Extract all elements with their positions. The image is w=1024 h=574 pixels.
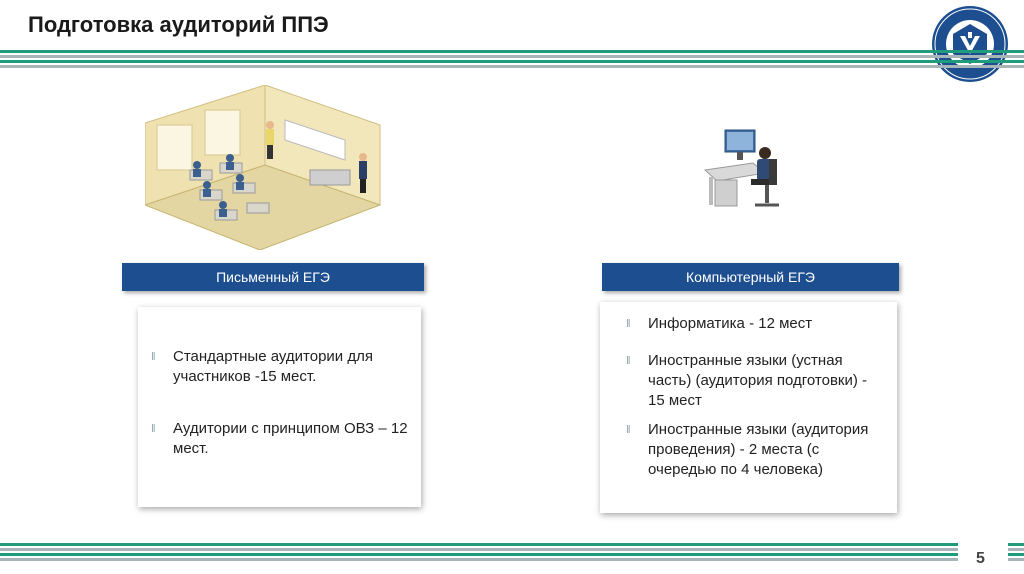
list-item: ‖ Информатика - 12 мест [626,315,813,332]
list-item: ‖ Иностранные языки (устная часть) (аудитория подготовки) - 15 мест [626,352,868,409]
footer-divider-right [1008,543,1024,563]
bullet-icon: ‖ [626,355,630,367]
bullet-icon: ‖ [626,318,630,330]
slide-title: Подготовка аудиторий ППЭ [28,12,329,37]
organization-logo [930,4,1010,84]
written-exam-card [138,307,421,507]
header-divider [0,50,1024,70]
classroom-illustration [145,85,385,250]
footer-divider [0,543,958,563]
written-exam-header: Письменный ЕГЭ [122,263,424,291]
page-number: 5 [976,550,985,567]
computer-workstation-illustration [703,125,788,217]
list-item: ‖ Аудитории с принципом ОВЗ – 12 мест. [151,420,408,457]
bullet-icon: ‖ [151,423,155,435]
bullet-icon: ‖ [626,424,630,436]
computer-exam-card [600,302,897,513]
computer-exam-header: Компьютерный ЕГЭ [602,263,899,291]
list-item: ‖ Иностранные языки (аудитория проведения) - 2 места (с очередью по 4 человека) [626,421,869,478]
list-item: ‖ Стандартные аудитории для участников -15 мест. [151,348,373,385]
bullet-icon: ‖ [151,351,155,363]
